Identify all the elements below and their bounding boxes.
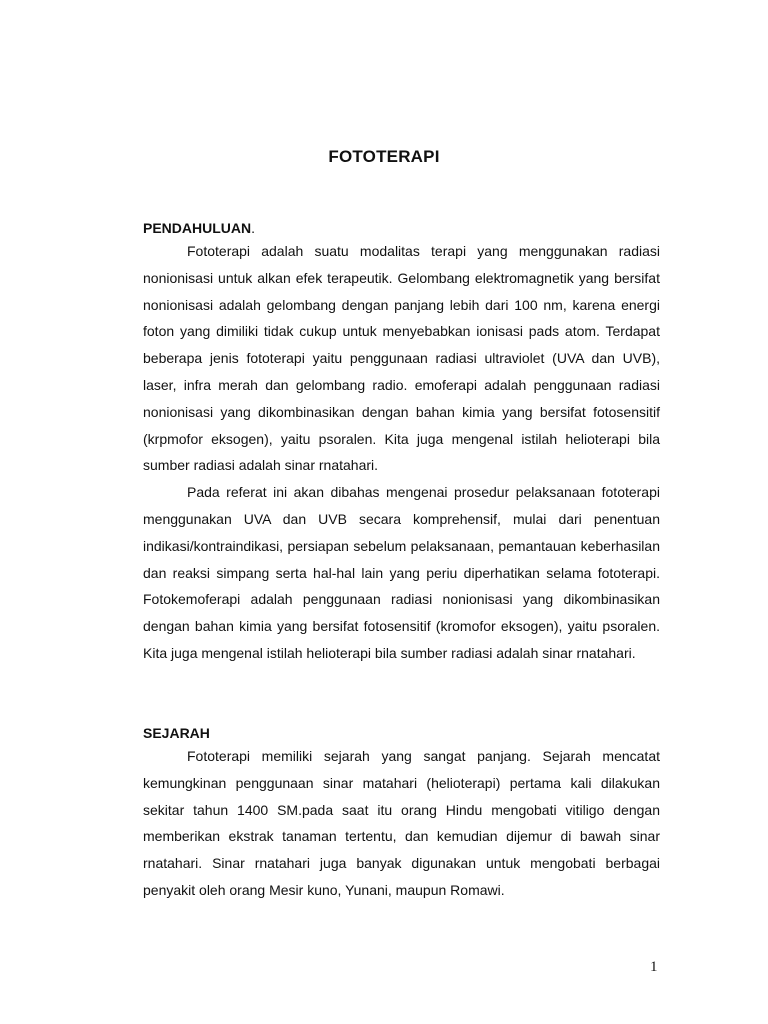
section-heading bbox=[143, 218, 660, 238]
paragraph: Pada referat ini akan dibahas mengenai prosedur pelaksanaan fototerapi menggunakan UVA dan UVB secara komprehensif, mulai dari penentuan indikasi/kontraindikasi, persiapan sebelum pelaksanaan, pemantauan keberhasilan dan reaksi simpang serta hal-hal lain yang periu diperhatikan selama fototerapi. Fotokemoferapi adalah penggunaan radiasi nonionisasi yang dikombinasikan dengan bahan kimia yang bersifat fotosensitif (kromofor eksogen), yaitu psoralen. Kita juga mengenal istilah helioterapi bila sumber radiasi adalah sinar rnatahari. bbox=[143, 484, 660, 661]
page-number: 1 bbox=[650, 959, 658, 975]
section-heading-text: SEJARAH bbox=[143, 725, 210, 741]
section-pendahuluan bbox=[143, 218, 660, 667]
document-title: FOTOTERAPI bbox=[328, 147, 440, 166]
paragraph: Fototerapi adalah suatu modalitas terapi yang menggunakan radiasi nonionisasi untuk alkan efek terapeutik. Gelombang elektromagnetik yang bersifat nonionisasi adalah gelombang dengan panjang lebih dari 100 nm, karena energi foton yang dimiliki tidak cukup untuk menyebabkan ionisasi pads atom. Terdapat beberapa jenis fototerapi yaitu penggunaan radiasi ultraviolet (UVA dan UVB), laser, infra merah dan gelombang radio. emoferapi adalah penggunaan radiasi nonionisasi yang dikombinasikan dengan bahan kimia yang bersifat fotosensitif (krpmofor eksogen), yaitu psoralen. Kita juga mengenal istilah helioterapi bila sumber radiasi adalah sinar rnatahari. bbox=[143, 243, 660, 474]
section-heading bbox=[143, 723, 660, 743]
section-heading-text: PENDAHULUAN bbox=[143, 220, 252, 236]
section-sejarah bbox=[143, 723, 660, 904]
section-heading-suffix: . bbox=[251, 220, 256, 236]
paragraph: Fototerapi memiliki sejarah yang sangat panjang. Sejarah mencatat kemungkinan penggunaan sinar matahari (helioterapi) pertama kali dilakukan sekitar tahun 1400 SM.pada saat itu orang Hindu mengobati vitiligo dengan memberikan ekstrak tanaman tertentu, dan kemudian dijemur di bawah sinar rnatahari. Sinar rnatahari juga banyak digunakan untuk mengobati berbagai penyakit oleh orang Mesir kuno, Yunani, maupun Romawi. bbox=[143, 748, 660, 898]
